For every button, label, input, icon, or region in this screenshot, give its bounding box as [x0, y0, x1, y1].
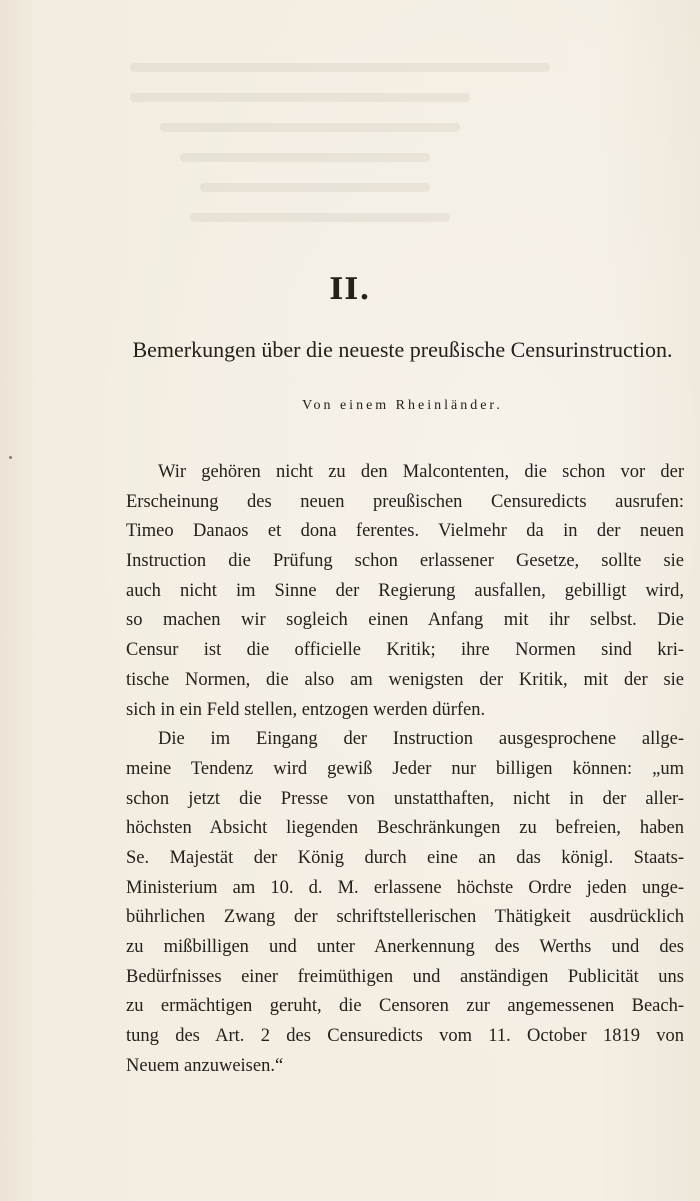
text-line: Instruction die Prüfung schon erlassener Gesetze, sollte sie — [126, 551, 684, 572]
text-line: Die im Eingang der Instruction ausgesprochene allge- — [158, 729, 684, 750]
text-line: sich in ein Feld stellen, entzogen werden dürfen. — [126, 699, 486, 720]
text-line: auch nicht im Sinne der Regierung ausfallen, gebilligt wird, — [126, 580, 684, 601]
text-line: Ministerium am 10. d. M. erlassene höchste Ordre jeden unge- — [126, 877, 684, 898]
text-line: Se. Majestät der König durch eine an das königl. Staats- — [126, 847, 684, 868]
body-text — [126, 458, 684, 1081]
text-line: zu mißbilligen und unter Anerkennung des Werths und des — [126, 937, 684, 957]
text-line: Erscheinung des neuen preußischen Censuredicts ausrufen: — [126, 491, 684, 512]
text-line: schon jetzt die Presse von unstatthaften, nicht in der aller- — [126, 788, 684, 809]
text-line: Bedürfnisses einer freimüthigen und anständigen Publicität uns — [126, 966, 684, 987]
text-line: zu ermächtigen geruht, die Censoren zur angemessenen Beach- — [126, 996, 684, 1017]
paper-speck — [9, 456, 12, 459]
text-line: Wir gehören nicht zu den Malcontenten, die schon vor der — [158, 462, 684, 482]
text-line: so machen wir sogleich einen Anfang mit ihr selbst. Die — [126, 610, 684, 631]
text-line: Timeo Danaos et dona ferentes. Vielmehr da in der neuen — [126, 521, 684, 542]
text-line: meine Tendenz wird gewiß Jeder nur billigen können: „um — [126, 758, 684, 779]
text-line: tische Normen, die also am wenigsten der Kritik, mit der sie — [126, 669, 684, 690]
text-line: höchsten Absicht liegenden Beschränkungen zu befreien, haben — [126, 818, 684, 839]
text-line: tung des Art. 2 des Censuredicts vom 11. October 1819 von — [126, 1026, 684, 1047]
author-byline: Von einem Rheinländer. — [302, 398, 503, 413]
text-line: Neuem anzuweisen.“ — [126, 1055, 284, 1076]
chapter-title: Bemerkungen über die neueste preußische Censurinstruction. — [132, 337, 673, 362]
chapter-number: II. — [329, 272, 371, 307]
text-line: bührlichen Zwang der schriftstellerischen Thätigkeit ausdrücklich — [126, 907, 684, 928]
text-line: Censur ist die officielle Kritik; ihre Normen sind kri- — [126, 640, 684, 661]
show-through-text — [0, 55, 700, 285]
